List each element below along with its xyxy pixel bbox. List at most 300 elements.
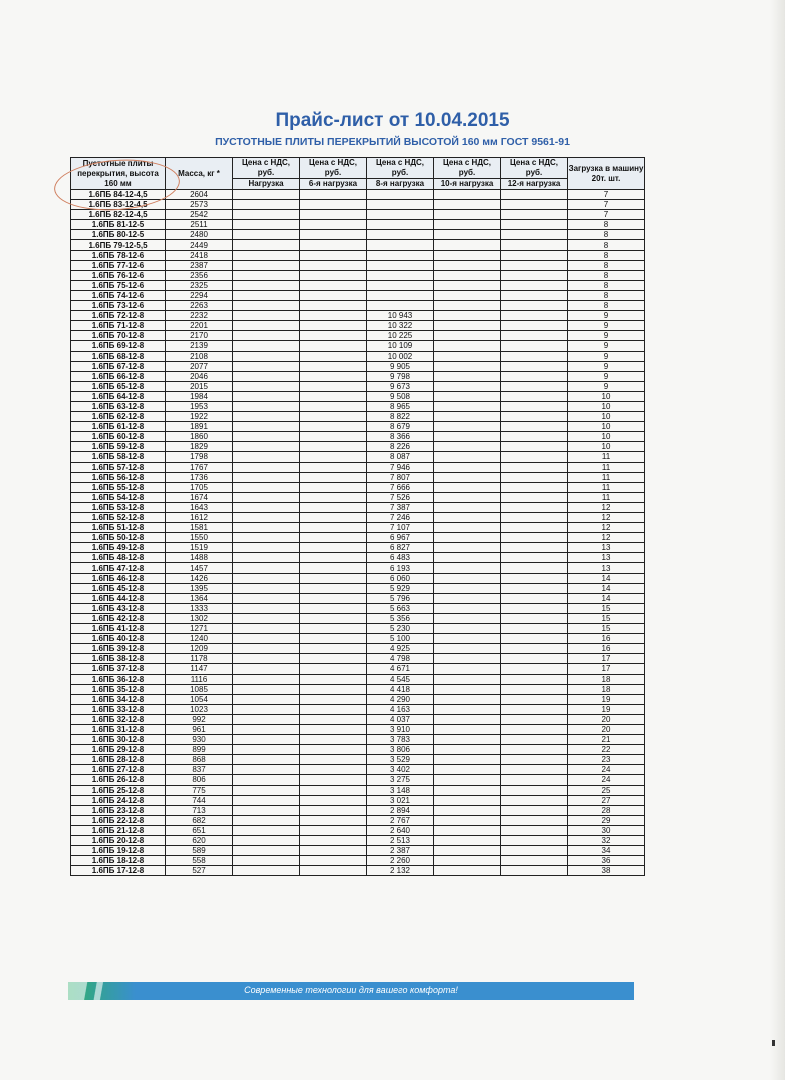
cell-price-2: [300, 563, 367, 573]
table-row: [71, 321, 645, 331]
cell-price-2: [300, 361, 367, 371]
cell-name: 1.6ПБ 30-12-8: [71, 735, 166, 745]
cell-price-3: 2 640: [367, 825, 434, 835]
cell-price-1: [233, 230, 300, 240]
cell-price-5: [501, 644, 568, 654]
cell-mass: 2573: [166, 200, 233, 210]
cell-price-4: [434, 482, 501, 492]
cell-name: 1.6ПБ 66-12-8: [71, 371, 166, 381]
cell-price-2: [300, 674, 367, 684]
cell-load: 15: [568, 624, 645, 634]
cell-mass: 2077: [166, 361, 233, 371]
cell-price-5: [501, 381, 568, 391]
table-row: [71, 250, 645, 260]
cell-price-4: [434, 836, 501, 846]
cell-price-4: [434, 654, 501, 664]
cell-load: 36: [568, 856, 645, 866]
cell-name: 1.6ПБ 54-12-8: [71, 492, 166, 502]
cell-load: 18: [568, 674, 645, 684]
cell-price-3: 7 946: [367, 462, 434, 472]
cell-load: 9: [568, 321, 645, 331]
page-fold-shadow: [770, 0, 785, 1080]
cell-load: 11: [568, 472, 645, 482]
cell-load: 17: [568, 664, 645, 674]
cell-price-3: 10 943: [367, 311, 434, 321]
cell-price-1: [233, 331, 300, 341]
cell-price-2: [300, 836, 367, 846]
table-row: [71, 381, 645, 391]
cell-price-3: 7 246: [367, 513, 434, 523]
cell-price-5: [501, 573, 568, 583]
cell-mass: 961: [166, 724, 233, 734]
cell-name: 1.6ПБ 59-12-8: [71, 442, 166, 452]
table-row: [71, 765, 645, 775]
cell-name: 1.6ПБ 23-12-8: [71, 805, 166, 815]
scan-mark: [772, 1040, 775, 1046]
cell-name: 1.6ПБ 35-12-8: [71, 684, 166, 694]
cell-price-2: [300, 331, 367, 341]
cell-load: 11: [568, 482, 645, 492]
cell-price-4: [434, 603, 501, 613]
cell-price-2: [300, 280, 367, 290]
cell-load: 9: [568, 361, 645, 371]
cell-price-3: 2 894: [367, 805, 434, 815]
cell-price-4: [434, 381, 501, 391]
cell-price-5: [501, 200, 568, 210]
cell-price-3: 2 387: [367, 846, 434, 856]
cell-price-5: [501, 230, 568, 240]
cell-price-4: [434, 240, 501, 250]
cell-price-4: [434, 573, 501, 583]
cell-price-5: [501, 543, 568, 553]
cell-mass: 2046: [166, 371, 233, 381]
cell-price-4: [434, 412, 501, 422]
cell-price-4: [434, 321, 501, 331]
cell-load: 16: [568, 634, 645, 644]
cell-price-5: [501, 775, 568, 785]
price-table: [70, 157, 645, 876]
cell-name: 1.6ПБ 42-12-8: [71, 613, 166, 623]
cell-price-5: [501, 482, 568, 492]
cell-price-1: [233, 735, 300, 745]
cell-price-5: [501, 684, 568, 694]
table-row: [71, 664, 645, 674]
header-price-4: Цена с НДС, руб.: [434, 158, 501, 179]
cell-load: 13: [568, 543, 645, 553]
cell-mass: 2201: [166, 321, 233, 331]
cell-mass: 1829: [166, 442, 233, 452]
cell-mass: 1612: [166, 513, 233, 523]
cell-price-5: [501, 331, 568, 341]
cell-price-5: [501, 553, 568, 563]
cell-price-3: 10 225: [367, 331, 434, 341]
cell-price-5: [501, 240, 568, 250]
cell-price-5: [501, 866, 568, 876]
cell-price-1: [233, 674, 300, 684]
cell-price-1: [233, 513, 300, 523]
cell-load: 28: [568, 805, 645, 815]
cell-price-2: [300, 805, 367, 815]
cell-mass: 2294: [166, 290, 233, 300]
table-row: [71, 280, 645, 290]
table-row: [71, 856, 645, 866]
cell-price-2: [300, 856, 367, 866]
cell-name: 1.6ПБ 24-12-8: [71, 795, 166, 805]
cell-mass: 1488: [166, 553, 233, 563]
cell-mass: 1178: [166, 654, 233, 664]
cell-price-2: [300, 210, 367, 220]
cell-price-3: 10 002: [367, 351, 434, 361]
header-price-1-sub: Нагрузка: [233, 179, 300, 190]
cell-price-5: [501, 290, 568, 300]
cell-price-5: [501, 341, 568, 351]
cell-name: 1.6ПБ 63-12-8: [71, 401, 166, 411]
cell-price-1: [233, 492, 300, 502]
cell-price-2: [300, 714, 367, 724]
cell-mass: 1674: [166, 492, 233, 502]
cell-price-5: [501, 361, 568, 371]
cell-price-5: [501, 654, 568, 664]
cell-price-3: 10 109: [367, 341, 434, 351]
cell-price-3: 8 087: [367, 452, 434, 462]
cell-price-5: [501, 613, 568, 623]
table-row: [71, 543, 645, 553]
table-row: [71, 684, 645, 694]
cell-name: 1.6ПБ 77-12-6: [71, 260, 166, 270]
cell-price-4: [434, 270, 501, 280]
cell-price-1: [233, 240, 300, 250]
cell-mass: 2418: [166, 250, 233, 260]
cell-price-5: [501, 704, 568, 714]
cell-name: 1.6ПБ 41-12-8: [71, 624, 166, 634]
cell-name: 1.6ПБ 22-12-8: [71, 815, 166, 825]
cell-load: 7: [568, 200, 645, 210]
cell-mass: 1116: [166, 674, 233, 684]
cell-price-1: [233, 321, 300, 331]
cell-price-3: 6 967: [367, 533, 434, 543]
cell-price-3: 3 275: [367, 775, 434, 785]
cell-mass: 1457: [166, 563, 233, 573]
cell-price-2: [300, 775, 367, 785]
cell-mass: 930: [166, 735, 233, 745]
cell-price-3: 8 822: [367, 412, 434, 422]
cell-price-2: [300, 846, 367, 856]
cell-price-1: [233, 553, 300, 563]
cell-mass: 1364: [166, 593, 233, 603]
cell-mass: 1860: [166, 432, 233, 442]
table-row: [71, 735, 645, 745]
cell-price-4: [434, 755, 501, 765]
cell-price-1: [233, 311, 300, 321]
cell-load: 9: [568, 311, 645, 321]
cell-load: 8: [568, 250, 645, 260]
cell-load: 7: [568, 210, 645, 220]
cell-name: 1.6ПБ 45-12-8: [71, 583, 166, 593]
cell-price-1: [233, 724, 300, 734]
cell-load: 8: [568, 270, 645, 280]
cell-price-2: [300, 301, 367, 311]
cell-price-2: [300, 513, 367, 523]
cell-load: 8: [568, 220, 645, 230]
cell-price-5: [501, 513, 568, 523]
cell-price-2: [300, 412, 367, 422]
price-table-body: [71, 190, 645, 876]
cell-price-2: [300, 825, 367, 835]
cell-name: 1.6ПБ 74-12-6: [71, 290, 166, 300]
cell-price-5: [501, 583, 568, 593]
cell-name: 1.6ПБ 76-12-6: [71, 270, 166, 280]
cell-mass: 1395: [166, 583, 233, 593]
cell-load: 19: [568, 704, 645, 714]
cell-price-5: [501, 270, 568, 280]
cell-price-4: [434, 260, 501, 270]
cell-mass: 1891: [166, 422, 233, 432]
cell-name: 1.6ПБ 70-12-8: [71, 331, 166, 341]
cell-price-5: [501, 825, 568, 835]
cell-price-3: 4 671: [367, 664, 434, 674]
cell-price-2: [300, 230, 367, 240]
table-row: [71, 795, 645, 805]
cell-price-5: [501, 856, 568, 866]
cell-price-3: 2 260: [367, 856, 434, 866]
cell-price-5: [501, 452, 568, 462]
cell-price-3: 3 783: [367, 735, 434, 745]
cell-price-3: 4 798: [367, 654, 434, 664]
cell-mass: 992: [166, 714, 233, 724]
cell-price-3: 5 663: [367, 603, 434, 613]
cell-price-3: 7 807: [367, 472, 434, 482]
cell-name: 1.6ПБ 32-12-8: [71, 714, 166, 724]
table-row: [71, 825, 645, 835]
cell-price-3: 4 163: [367, 704, 434, 714]
cell-load: 25: [568, 785, 645, 795]
cell-price-3: [367, 210, 434, 220]
cell-price-4: [434, 613, 501, 623]
cell-price-4: [434, 856, 501, 866]
cell-price-2: [300, 250, 367, 260]
footer-banner: [68, 982, 634, 1000]
table-row: [71, 290, 645, 300]
cell-price-3: 8 226: [367, 442, 434, 452]
table-row: [71, 351, 645, 361]
cell-mass: 2015: [166, 381, 233, 391]
cell-price-5: [501, 805, 568, 815]
cell-price-1: [233, 543, 300, 553]
cell-price-2: [300, 492, 367, 502]
cell-price-3: 8 965: [367, 401, 434, 411]
cell-price-2: [300, 391, 367, 401]
cell-price-1: [233, 210, 300, 220]
cell-price-3: 8 679: [367, 422, 434, 432]
table-row: [71, 593, 645, 603]
cell-name: 1.6ПБ 82-12-4,5: [71, 210, 166, 220]
cell-price-3: 3 910: [367, 724, 434, 734]
cell-price-1: [233, 694, 300, 704]
table-row: [71, 563, 645, 573]
table-row: [71, 674, 645, 684]
cell-price-4: [434, 745, 501, 755]
cell-price-4: [434, 694, 501, 704]
header-price-4-sub: 10-я нагрузка: [434, 179, 501, 190]
header-price-2: Цена с НДС, руб.: [300, 158, 367, 179]
cell-price-2: [300, 432, 367, 442]
cell-price-1: [233, 634, 300, 644]
cell-price-1: [233, 533, 300, 543]
cell-price-1: [233, 684, 300, 694]
cell-load: 16: [568, 644, 645, 654]
cell-price-1: [233, 795, 300, 805]
cell-price-5: [501, 634, 568, 644]
cell-price-3: 9 673: [367, 381, 434, 391]
document-title: Прайс-лист от 10.04.2015: [275, 110, 510, 131]
cell-load: 14: [568, 573, 645, 583]
cell-name: 1.6ПБ 25-12-8: [71, 785, 166, 795]
cell-price-4: [434, 391, 501, 401]
cell-price-5: [501, 311, 568, 321]
cell-price-1: [233, 351, 300, 361]
header-load: Загрузка в машину 20т. шт.: [568, 158, 645, 190]
cell-price-1: [233, 452, 300, 462]
cell-name: 1.6ПБ 21-12-8: [71, 825, 166, 835]
cell-price-3: 9 798: [367, 371, 434, 381]
cell-price-4: [434, 583, 501, 593]
cell-mass: 775: [166, 785, 233, 795]
cell-price-2: [300, 583, 367, 593]
cell-price-3: 7 666: [367, 482, 434, 492]
cell-mass: 2387: [166, 260, 233, 270]
cell-price-1: [233, 432, 300, 442]
cell-price-4: [434, 210, 501, 220]
cell-price-1: [233, 775, 300, 785]
cell-load: 13: [568, 563, 645, 573]
cell-mass: 1705: [166, 482, 233, 492]
cell-price-1: [233, 654, 300, 664]
cell-name: 1.6ПБ 58-12-8: [71, 452, 166, 462]
cell-price-2: [300, 593, 367, 603]
cell-price-4: [434, 644, 501, 654]
cell-price-4: [434, 805, 501, 815]
cell-price-3: 7 387: [367, 502, 434, 512]
cell-price-3: 3 806: [367, 745, 434, 755]
cell-mass: 1550: [166, 533, 233, 543]
cell-price-1: [233, 704, 300, 714]
cell-price-2: [300, 634, 367, 644]
cell-price-2: [300, 543, 367, 553]
cell-name: 1.6ПБ 49-12-8: [71, 543, 166, 553]
cell-price-5: [501, 462, 568, 472]
cell-price-1: [233, 815, 300, 825]
cell-load: 17: [568, 654, 645, 664]
cell-name: 1.6ПБ 44-12-8: [71, 593, 166, 603]
header-mass: Масса, кг *: [166, 158, 233, 190]
cell-price-4: [434, 714, 501, 724]
cell-load: 19: [568, 694, 645, 704]
cell-price-3: 5 356: [367, 613, 434, 623]
cell-price-2: [300, 311, 367, 321]
cell-price-2: [300, 472, 367, 482]
cell-price-5: [501, 422, 568, 432]
cell-price-3: 10 322: [367, 321, 434, 331]
cell-load: 11: [568, 462, 645, 472]
cell-price-4: [434, 401, 501, 411]
cell-price-5: [501, 190, 568, 200]
cell-name: 1.6ПБ 36-12-8: [71, 674, 166, 684]
cell-load: 10: [568, 432, 645, 442]
cell-price-3: 3 148: [367, 785, 434, 795]
header-name: Пустотные плиты перекрытия, высота 160 мм: [71, 158, 166, 190]
cell-price-3: [367, 301, 434, 311]
cell-price-3: [367, 230, 434, 240]
cell-mass: 2263: [166, 301, 233, 311]
cell-price-3: [367, 240, 434, 250]
cell-price-5: [501, 412, 568, 422]
table-row: [71, 422, 645, 432]
cell-price-1: [233, 190, 300, 200]
table-row: [71, 361, 645, 371]
cell-load: 12: [568, 523, 645, 533]
cell-load: 13: [568, 553, 645, 563]
cell-price-4: [434, 664, 501, 674]
cell-price-5: [501, 674, 568, 684]
cell-load: 18: [568, 684, 645, 694]
cell-price-4: [434, 250, 501, 260]
table-row: [71, 634, 645, 644]
cell-price-1: [233, 270, 300, 280]
cell-price-1: [233, 856, 300, 866]
cell-price-2: [300, 815, 367, 825]
cell-name: 1.6ПБ 78-12-6: [71, 250, 166, 260]
cell-price-2: [300, 684, 367, 694]
cell-load: 9: [568, 371, 645, 381]
cell-load: 10: [568, 401, 645, 411]
cell-price-3: 5 230: [367, 624, 434, 634]
cell-price-5: [501, 795, 568, 805]
cell-price-4: [434, 593, 501, 603]
header-price-3: Цена с НДС, руб.: [367, 158, 434, 179]
cell-mass: 1240: [166, 634, 233, 644]
cell-price-5: [501, 593, 568, 603]
table-row: [71, 533, 645, 543]
cell-price-1: [233, 765, 300, 775]
cell-name: 1.6ПБ 28-12-8: [71, 755, 166, 765]
cell-load: 8: [568, 230, 645, 240]
cell-load: 38: [568, 866, 645, 876]
cell-price-4: [434, 220, 501, 230]
cell-price-4: [434, 422, 501, 432]
cell-price-4: [434, 533, 501, 543]
cell-price-5: [501, 432, 568, 442]
cell-load: 34: [568, 846, 645, 856]
table-row: [71, 311, 645, 321]
cell-price-5: [501, 280, 568, 290]
cell-load: 10: [568, 391, 645, 401]
cell-price-2: [300, 502, 367, 512]
cell-load: 11: [568, 492, 645, 502]
cell-name: 1.6ПБ 62-12-8: [71, 412, 166, 422]
cell-price-2: [300, 381, 367, 391]
cell-mass: 1054: [166, 694, 233, 704]
header-price-2-sub: 6-я нагрузка: [300, 179, 367, 190]
cell-price-2: [300, 190, 367, 200]
cell-price-4: [434, 815, 501, 825]
cell-price-5: [501, 694, 568, 704]
cell-price-2: [300, 220, 367, 230]
cell-price-2: [300, 624, 367, 634]
cell-price-4: [434, 765, 501, 775]
cell-price-4: [434, 361, 501, 371]
table-row: [71, 240, 645, 250]
cell-load: 9: [568, 341, 645, 351]
